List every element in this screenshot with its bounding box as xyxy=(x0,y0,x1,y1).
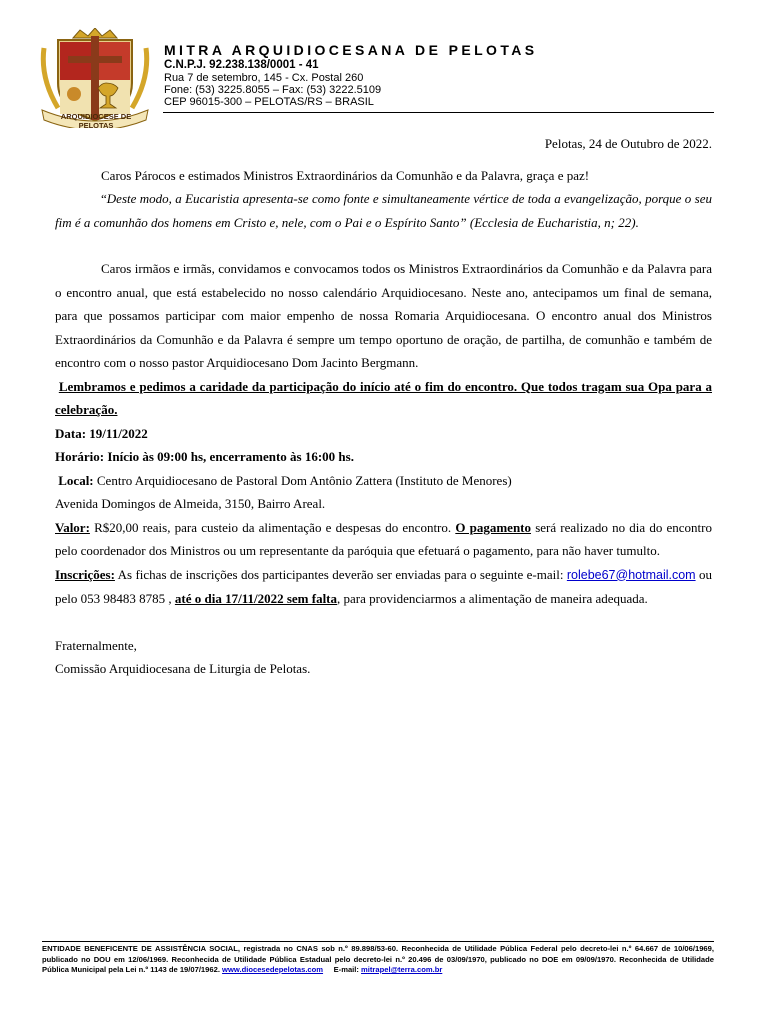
organization-name: MITRA ARQUIDIOCESANA DE PELOTAS xyxy=(164,42,538,58)
location-text: Centro Arquidiocesano de Pastoral Dom Antônio Zattera (Instituto de Menores) xyxy=(93,472,512,488)
letter-date: Pelotas, 24 de Outubro de 2022. xyxy=(544,136,712,151)
organization-details xyxy=(164,42,537,108)
footer-website-link[interactable]: www.diocesedepelotas.com xyxy=(222,965,324,974)
letter-body xyxy=(55,132,712,681)
organization-cnpj: C.N.P.J. 92.238.138/0001 - 41 xyxy=(164,59,319,71)
archdiocese-coat-of-arms-logo xyxy=(38,28,152,128)
organization-phone: Fone: (53) 3225.8055 – Fax: (53) 3222.5109 xyxy=(164,84,382,96)
signature: Comissão Arquidiocesana de Liturgia de Pelotas. xyxy=(55,661,311,676)
registration-email-link[interactable]: rolebe67@hotmail.com xyxy=(566,567,696,582)
footer-email-link[interactable]: mitrapel@terra.com.br xyxy=(361,965,443,974)
header-divider xyxy=(163,112,714,113)
registration-phone: ou pelo 053 98483 8785 , xyxy=(55,566,712,606)
logo-caption: ARQUIDIOCESE DE PELOTAS xyxy=(60,112,132,130)
event-location xyxy=(55,469,712,493)
event-date: Data: 19/11/2022 xyxy=(55,425,148,441)
reminder-paragraph xyxy=(55,375,712,422)
registration-paragraph xyxy=(55,563,712,611)
letterhead xyxy=(38,28,714,128)
payment-label: O pagamento xyxy=(455,519,532,535)
registration-end: , para providenciarmos a alimentação de maneira adequada. xyxy=(337,591,648,606)
quote-text: Deste modo, a Eucaristia apresenta-se como fonte e simultaneamente vértice de toda a evangelização, porque o seu fim é a comunhão dos homens em Cristo e, nele, com o Pai e o Espírito Santo” (Ecclesia de Eucharistia, n; 22). xyxy=(55,191,712,230)
organization-cep: CEP 96015-300 – PELOTAS/RS – BRASIL xyxy=(164,96,374,108)
letter-quote xyxy=(55,187,712,234)
location-label: Local: xyxy=(58,472,94,488)
price-label: Valor: xyxy=(55,519,90,535)
letter-greeting: Caros Párocos e estimados Ministros Extraordinários da Comunhão e da Palavra, graça e paz! xyxy=(101,167,590,183)
event-time: Horário: Início às 09:00 hs, encerramento às 16:00 hs. xyxy=(55,449,354,464)
registration-label: Inscrições: xyxy=(55,566,115,582)
legal-footer xyxy=(42,941,714,976)
organization-address: Rua 7 de setembro, 145 - Cx. Postal 260 xyxy=(164,72,364,84)
footer-legal-text: ENTIDADE BENEFICENTE DE ASSISTÊNCIA SOCIAL, registrada no CNAS sob n.º 89.898/53-60. Reconhecida de Utilidade Pública Federal pelo decreto-lei n.º 64.667 de 10/06/1969, publicado no DOU em 12/06/1969. Reconhecida de Utilidade Pública Estadual pelo decreto-lei n.º 20.496 de 03/09/1970, publicado no DOE em 09/09/1970. Reconhecida de Utilidade Pública Municipal pela Lei n.º 1143 de 19/07/1962. xyxy=(42,944,714,974)
event-address: Avenida Domingos de Almeida, 3150, Bairro Areal. xyxy=(55,496,326,511)
registration-text: As fichas de inscrições dos participantes deverão ser enviadas para o seguinte e-mail: xyxy=(114,566,567,582)
registration-deadline: até o dia 17/11/2022 sem falta xyxy=(174,591,338,606)
price-text: R$20,00 reais, para custeio da alimentação e despesas do encontro. xyxy=(89,519,456,535)
event-price xyxy=(55,516,712,563)
invitation-paragraph: Caros irmãos e irmãs, convidamos e convocamos todos os Ministros Extraordinários da Comunhão e da Palavra para o encontro anual, que está estabelecido no nosso calendário Arquidiocesano. Neste ano, antecipamos um final de semana, para que possamos participar com maior empenho de nossa Romaria Arquidiocesana. O encontro anual dos Ministros Extraordinários da Comunhão e da Palavra é sempre um tempo oportuno de oração, de partilha, de comunhão e também de encontro com o nosso pastor Arquidiocesano Dom Jacinto Bergmann. xyxy=(55,261,712,370)
quote-open-mark: “ xyxy=(101,191,107,206)
reminder-text: Lembramos e pedimos a caridade da participação do início até o fim do encontro. Que todos tragam sua Opa para a celebração. xyxy=(55,378,712,417)
footer-email-label: E-mail: xyxy=(323,965,362,974)
closing: Fraternalmente, xyxy=(55,637,137,653)
payment-text: será realizado no dia do encontro pelo coordenador dos Ministros ou um representante da paróquia que efetuará o pagamento, para não haver tumulto. xyxy=(55,519,713,558)
